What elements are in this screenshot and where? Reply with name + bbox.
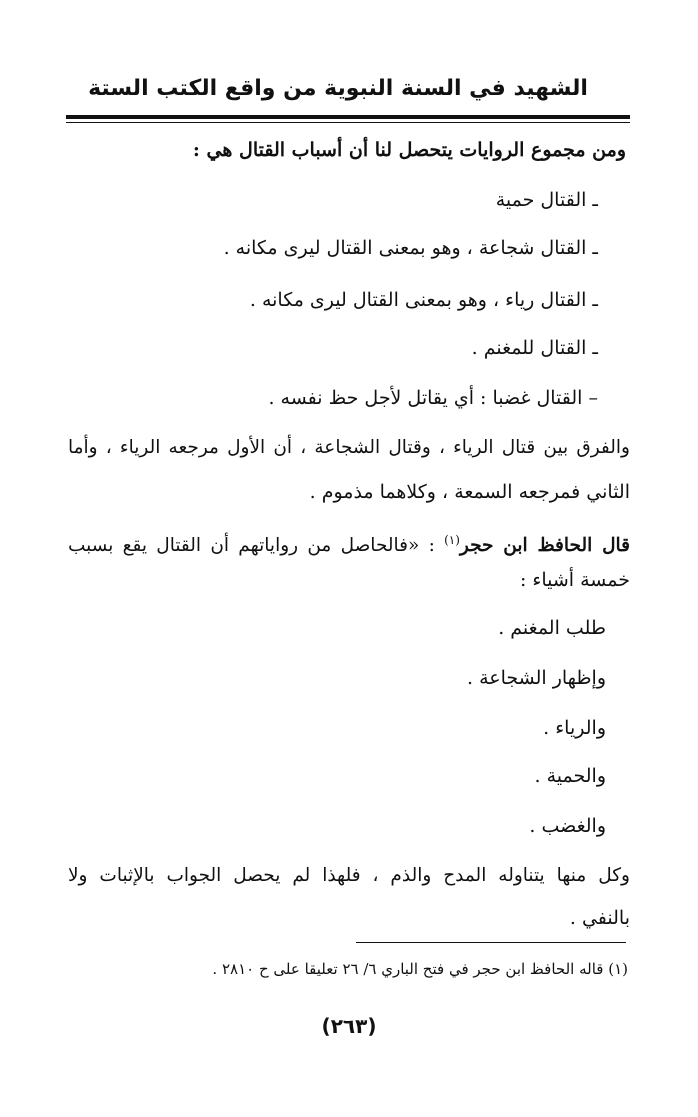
- cause-item: ـ القتال للمغنم .: [471, 337, 598, 359]
- quote-item: طلب المغنم .: [498, 617, 606, 639]
- quote-item: وإظهار الشجاعة .: [466, 667, 606, 689]
- cause-item: ـ القتال شجاعة ، وهو بمعنى القتال ليرى مكانه .: [223, 237, 598, 259]
- quote-item: والغضب .: [529, 815, 606, 837]
- quote-paragraph-line-2: خمسة أشياء :: [519, 569, 630, 591]
- header-rule-thick: [66, 115, 630, 119]
- quote-item: والحمية .: [534, 765, 606, 787]
- cause-item: ـ القتال رياء ، وهو بمعنى القتال ليرى مكانه .: [249, 289, 598, 311]
- difference-paragraph-line-1: والفرق بين قتال الرياء ، وقتال الشجاعة ، أن الأول مرجعه الرياء ، وأما: [68, 437, 630, 458]
- quote-text: : «فالحاصل من رواياتهم أن القتال يقع بسبب: [68, 535, 445, 557]
- quote-item: والرياء .: [543, 717, 606, 739]
- page-number: (٢٦٣): [321, 1014, 377, 1038]
- footnote-reference: (١): [444, 533, 460, 547]
- quote-paragraph-line-1: [68, 526, 630, 560]
- footnote: (١) قاله الحافظ ابن حجر في فتح الباري ٦/ ٢٦ تعليقا على ح ٢٨١٠ .: [212, 960, 628, 978]
- header-rule-thin: [66, 122, 630, 123]
- cause-item: ـ القتال حمية: [495, 189, 598, 211]
- running-header: الشهيد في السنة النبوية من واقع الكتب الستة: [88, 76, 588, 101]
- closing-paragraph-line-1: وكل منها يتناوله المدح والذم ، فلهذا لم يحصل الجواب بالإثبات ولا: [68, 865, 630, 886]
- cause-item: – القتال غضبا : أي يقاتل لأجل حظ نفسه .: [268, 387, 598, 409]
- difference-paragraph-line-2: الثاني فمرجعه السمعة ، وكلاهما مذموم .: [309, 481, 630, 503]
- quote-speaker: قال الحافظ ابن حجر: [459, 535, 630, 557]
- intro-paragraph: ومن مجموع الروايات يتحصل لنا أن أسباب القتال هي :: [192, 139, 626, 161]
- footnote-separator: [356, 942, 626, 943]
- closing-paragraph-line-2: بالنفي .: [569, 907, 630, 929]
